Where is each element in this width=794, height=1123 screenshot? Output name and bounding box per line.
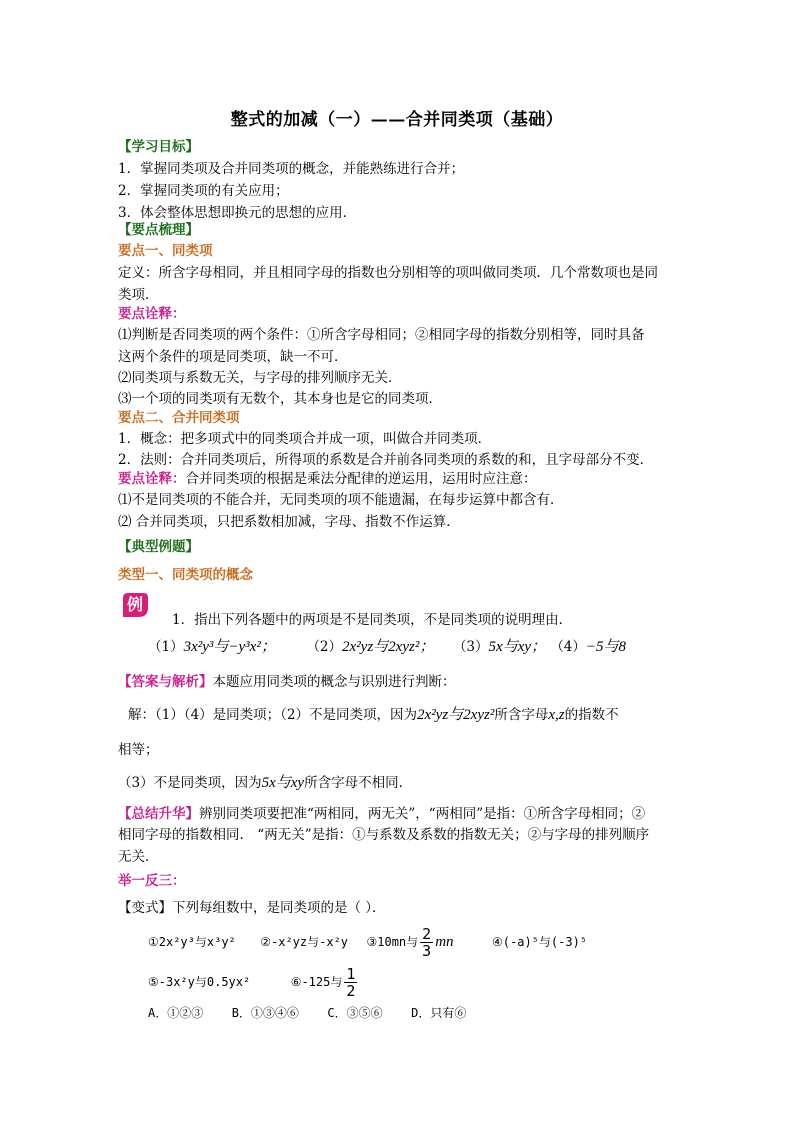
summary-text: 辨别同类项要把准“两相同，两无关”，“两相同”是指：①所含字母相同；② <box>199 806 646 822</box>
point1-note: ⑵同类项与系数无关，与字母的排列顺序无关． <box>118 370 402 386</box>
example1-items <box>148 637 626 657</box>
choices-row <box>148 1003 466 1023</box>
example-badge-icon <box>120 590 150 620</box>
item1-label: （1） <box>148 639 184 655</box>
answer-line <box>118 672 456 692</box>
item1-expr: 3x²y³与−y³x²； <box>183 639 276 655</box>
fraction <box>344 966 357 999</box>
solution-line1 <box>128 705 619 725</box>
fraction-denominator: 3 <box>422 942 432 960</box>
point2-note-text: 合并同类项的根据是乘法分配律的逆运用，运用时应注意： <box>185 471 537 487</box>
point2-item: 1．概念：把多项式中的同类项合并成一项，叫做合并同类项． <box>118 431 492 447</box>
point1-note: ⑶一个项的同类项有无数个，其本身也是它的同类项． <box>118 391 442 407</box>
item2-label: （2） <box>306 639 343 655</box>
page-title: 整式的加减（一）——合并同类项（基础） <box>230 110 564 130</box>
item3-label: （3） <box>452 639 489 655</box>
option-5: ⑤-3x²y与0.5yx² <box>148 975 251 989</box>
solution-text: 所含字母不相同． <box>304 775 413 791</box>
point2-note: ⑵ 合并同类项，只把系数相加减，字母、指数不作运算． <box>118 514 460 530</box>
variant-question: 下列每组数中，是同类项的是（ ）． <box>172 900 386 916</box>
point1-definition-cont: 类项． <box>118 287 159 303</box>
solution-expr: 5x与xy <box>261 775 305 791</box>
point1-definition: 定义：所含字母相同，并且相同字母的指数也分别相等的项叫做同类项．几个常数项也是同 <box>118 265 658 281</box>
point2-note-heading: 要点诠释： <box>118 471 186 487</box>
goal-item: 3．体会整体思想即换元的思想的应用． <box>118 205 357 221</box>
examples-heading: 【典型例题】 <box>118 539 199 555</box>
fraction-numerator: 2 <box>422 925 432 943</box>
type1-heading: 类型一、同类项的概念 <box>118 567 253 583</box>
fraction-numerator: 1 <box>346 965 356 983</box>
variant-line <box>118 898 386 918</box>
example-badge-label: 例 <box>126 595 144 614</box>
item4-expr: −5与8 <box>585 639 627 655</box>
summary-tag: 【总结升华】 <box>118 806 199 822</box>
choice-b: B．①③④⑥ <box>231 1006 299 1020</box>
option-4: ④(-a)⁵与(-3)⁵ <box>492 935 588 949</box>
point2-note-line <box>118 469 537 489</box>
variant-tag: 【变式】 <box>118 900 172 916</box>
option-3: ③10mn与 <box>366 935 419 949</box>
options-row2 <box>148 962 359 1002</box>
options-row1 <box>148 922 587 962</box>
fraction-denominator: 2 <box>346 982 356 1000</box>
item4-label: （4） <box>550 639 586 655</box>
solution-line3 <box>118 773 412 793</box>
points-heading: 【要点梳理】 <box>118 222 199 238</box>
summary-line3: 无关． <box>118 849 159 865</box>
solution-text: （3）不是同类项，因为 <box>118 775 262 791</box>
point1-note: ⑴判断是否同类项的两个条件：①所含字母相同；②相同字母的指数分别相等，同时具备 <box>118 327 645 343</box>
solution-text: 的指数不 <box>564 707 619 723</box>
goal-item: 2．掌握同类项的有关应用； <box>118 183 289 199</box>
item3-expr: 5x与xy； <box>488 639 547 655</box>
point2-heading: 要点二、合并同类项 <box>118 410 240 426</box>
fraction <box>420 926 433 959</box>
summary-line1 <box>118 804 645 824</box>
point1-note: 这两个条件的项是同类项，缺一不可． <box>118 349 348 365</box>
option-3-tail: mn <box>435 934 454 950</box>
goal-item: 1．掌握同类项及合并同类项的概念，并能熟练进行合并； <box>118 161 465 177</box>
point1-heading: 要点一、同类项 <box>118 243 213 259</box>
solution-text: 所含字母 <box>494 707 549 723</box>
goals-heading: 【学习目标】 <box>118 139 199 155</box>
answer-intro: 本题应用同类项的概念与识别进行判断： <box>212 674 456 690</box>
choice-d: D．只有⑥ <box>411 1006 467 1020</box>
choice-c: C．③⑤⑥ <box>327 1006 383 1020</box>
summary-line2: 相同字母的指数相同． “两无关”是指：①与系数及系数的指数无关；②与字母的排列顺序 <box>118 827 650 843</box>
solution-text: 解：（1）（4）是同类项；（2）不是同类项，因为 <box>128 707 418 723</box>
practice-heading: 举一反三： <box>118 873 186 889</box>
example1-question: 1．指出下列各题中的两项是不是同类项，不是同类项的说明理由． <box>172 612 573 628</box>
solution-line2: 相等； <box>118 742 159 758</box>
answer-tag: 【答案与解析】 <box>118 674 213 690</box>
item2-expr: 2x²yz与2xyz²； <box>342 639 435 655</box>
point2-note: ⑴不是同类项的不能合并，无同类项的项不能遗漏，在每步运算中都含有． <box>118 492 564 508</box>
point2-item: 2．法则：合并同类项后，所得项的系数是合并前各同类项的系数的和，且字母部分不变． <box>118 452 654 468</box>
option-2: ②-x²yz与-x²y <box>260 935 349 949</box>
option-6: ⑥-125与 <box>290 975 343 989</box>
choice-a: A．①②③ <box>148 1006 204 1020</box>
option-1: ①2x²y³与x³y² <box>148 935 236 949</box>
point1-note-heading: 要点诠释： <box>118 306 186 322</box>
solution-vars: x,z <box>548 707 565 723</box>
solution-expr: 2x²yz与2xyz² <box>417 707 495 723</box>
